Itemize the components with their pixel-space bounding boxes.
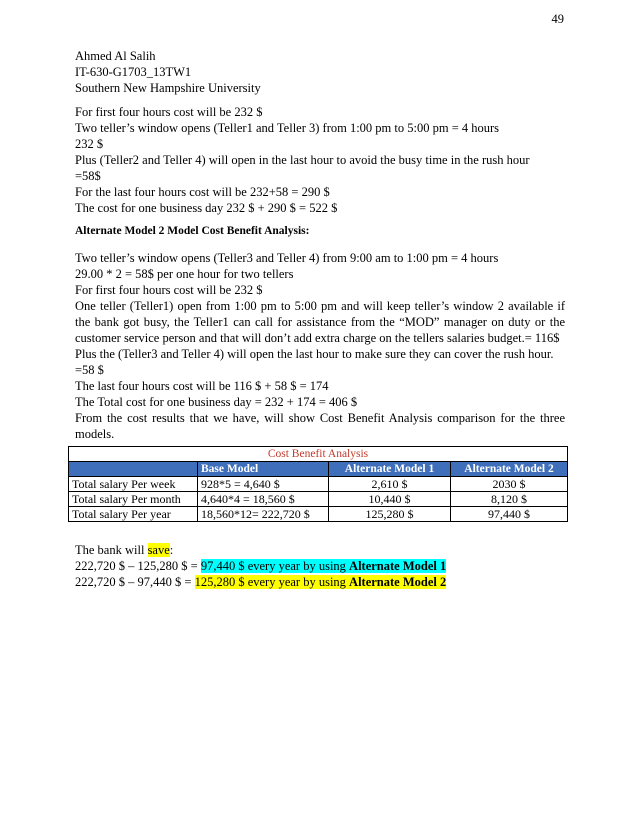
paragraph-line: Plus (Teller2 and Teller 4) will open in the last hour to avoid the busy time in the rush hour <box>75 153 530 167</box>
table-caption-row <box>69 447 568 462</box>
paragraph-line: 29.00 * 2 = 58$ per one hour for two tellers <box>75 267 294 281</box>
author-name: Ahmed Al Salih <box>75 49 156 63</box>
header-cell-empty <box>69 462 198 477</box>
paragraph-line: models. <box>75 427 115 441</box>
section-heading: Alternate Model 2 Model Cost Benefit Analysis: <box>75 225 310 237</box>
page-number: 49 <box>551 12 564 26</box>
save-highlight: save <box>147 543 170 557</box>
savings-highlight: 97,440 $ every year by using <box>200 559 350 573</box>
model-name-highlight: Alternate Model 2 <box>349 575 447 589</box>
table-cell: 18,560*12= 222,720 $ <box>198 507 329 522</box>
header-cell: Alternate Model 2 <box>451 462 568 477</box>
savings-line-model1 <box>75 558 565 574</box>
table-row <box>69 507 568 522</box>
paragraph-line: Two teller’s window opens (Teller3 and Teller 4) from 9:00 am to 1:00 pm = 4 hours <box>75 251 499 265</box>
savings-block <box>75 542 565 590</box>
paragraph-line: customer service person and that will don’t add extra charge on the tellers salaries budget.= 116$ <box>75 331 560 345</box>
model-name-highlight: Alternate Model 1 <box>349 559 447 573</box>
table-cell: 97,440 $ <box>451 507 568 522</box>
cost-benefit-table <box>68 446 568 522</box>
table-cell: 8,120 $ <box>451 492 568 507</box>
paragraph-line: The cost for one business day 232 $ + 290 $ = 522 $ <box>75 201 338 215</box>
row-label: Total salary Per month <box>69 492 198 507</box>
table-cell: 4,640*4 = 18,560 $ <box>198 492 329 507</box>
paragraph-line: =58 $ <box>75 363 104 377</box>
table-cell: 2,610 $ <box>329 477 451 492</box>
header-cell: Base Model <box>198 462 329 477</box>
row-label: Total salary Per week <box>69 477 198 492</box>
university-name: Southern New Hampshire University <box>75 81 261 95</box>
row-label: Total salary Per year <box>69 507 198 522</box>
savings-lead-text: The bank will <box>75 543 148 557</box>
table-row <box>69 477 568 492</box>
savings-lead <box>75 542 565 558</box>
paragraph-line: =58$ <box>75 169 101 183</box>
paragraph-line: From the cost results that we have, will show Cost Benefit Analysis comparison for the three <box>75 411 565 425</box>
paragraph-line: 232 $ <box>75 137 104 151</box>
author-header <box>75 48 565 96</box>
table-row <box>69 492 568 507</box>
table-cell: 10,440 $ <box>329 492 451 507</box>
paragraph-line: For first four hours cost will be 232 $ <box>75 105 263 119</box>
savings-expression: 222,720 $ – 125,280 $ = <box>75 559 201 573</box>
table-cell: 125,280 $ <box>329 507 451 522</box>
table-cell: 2030 $ <box>451 477 568 492</box>
intro-paragraph <box>75 410 565 442</box>
model1-cost-block <box>75 104 565 216</box>
savings-line-model2 <box>75 574 565 590</box>
paragraph-line: One teller (Teller1) open from 1:00 pm to 5:00 pm and will keep teller’s window 2 available if <box>75 299 565 313</box>
savings-highlight: 125,280 $ every year by using <box>194 575 350 589</box>
paragraph-line: the bank got busy, the Teller1 can call for assistance from the “MOD” manager on duty or the <box>75 315 565 329</box>
paragraph-line: Plus the (Teller3 and Teller 4) will open the last hour to make sure they can cover the rush hour. <box>75 347 554 361</box>
paragraph-line: The last four hours cost will be 116 $ + 58 $ = 174 <box>75 379 329 393</box>
paragraph-line: For first four hours cost will be 232 $ <box>75 283 263 297</box>
savings-expression: 222,720 $ – 97,440 $ = <box>75 575 195 589</box>
table-cell: 928*5 = 4,640 $ <box>198 477 329 492</box>
model2-cost-block <box>75 250 565 410</box>
course-code: IT-630-G1703_13TW1 <box>75 65 192 79</box>
paragraph-line: Two teller’s window opens (Teller1 and Teller 3) from 1:00 pm to 5:00 pm = 4 hours <box>75 121 500 135</box>
table-caption: Cost Benefit Analysis <box>69 447 568 462</box>
table-header-row <box>69 462 568 477</box>
savings-lead-end: : <box>169 543 174 557</box>
header-cell: Alternate Model 1 <box>329 462 451 477</box>
paragraph-line: For the last four hours cost will be 232+58 = 290 $ <box>75 185 330 199</box>
paragraph-line: The Total cost for one business day = 232 + 174 = 406 $ <box>75 395 358 409</box>
